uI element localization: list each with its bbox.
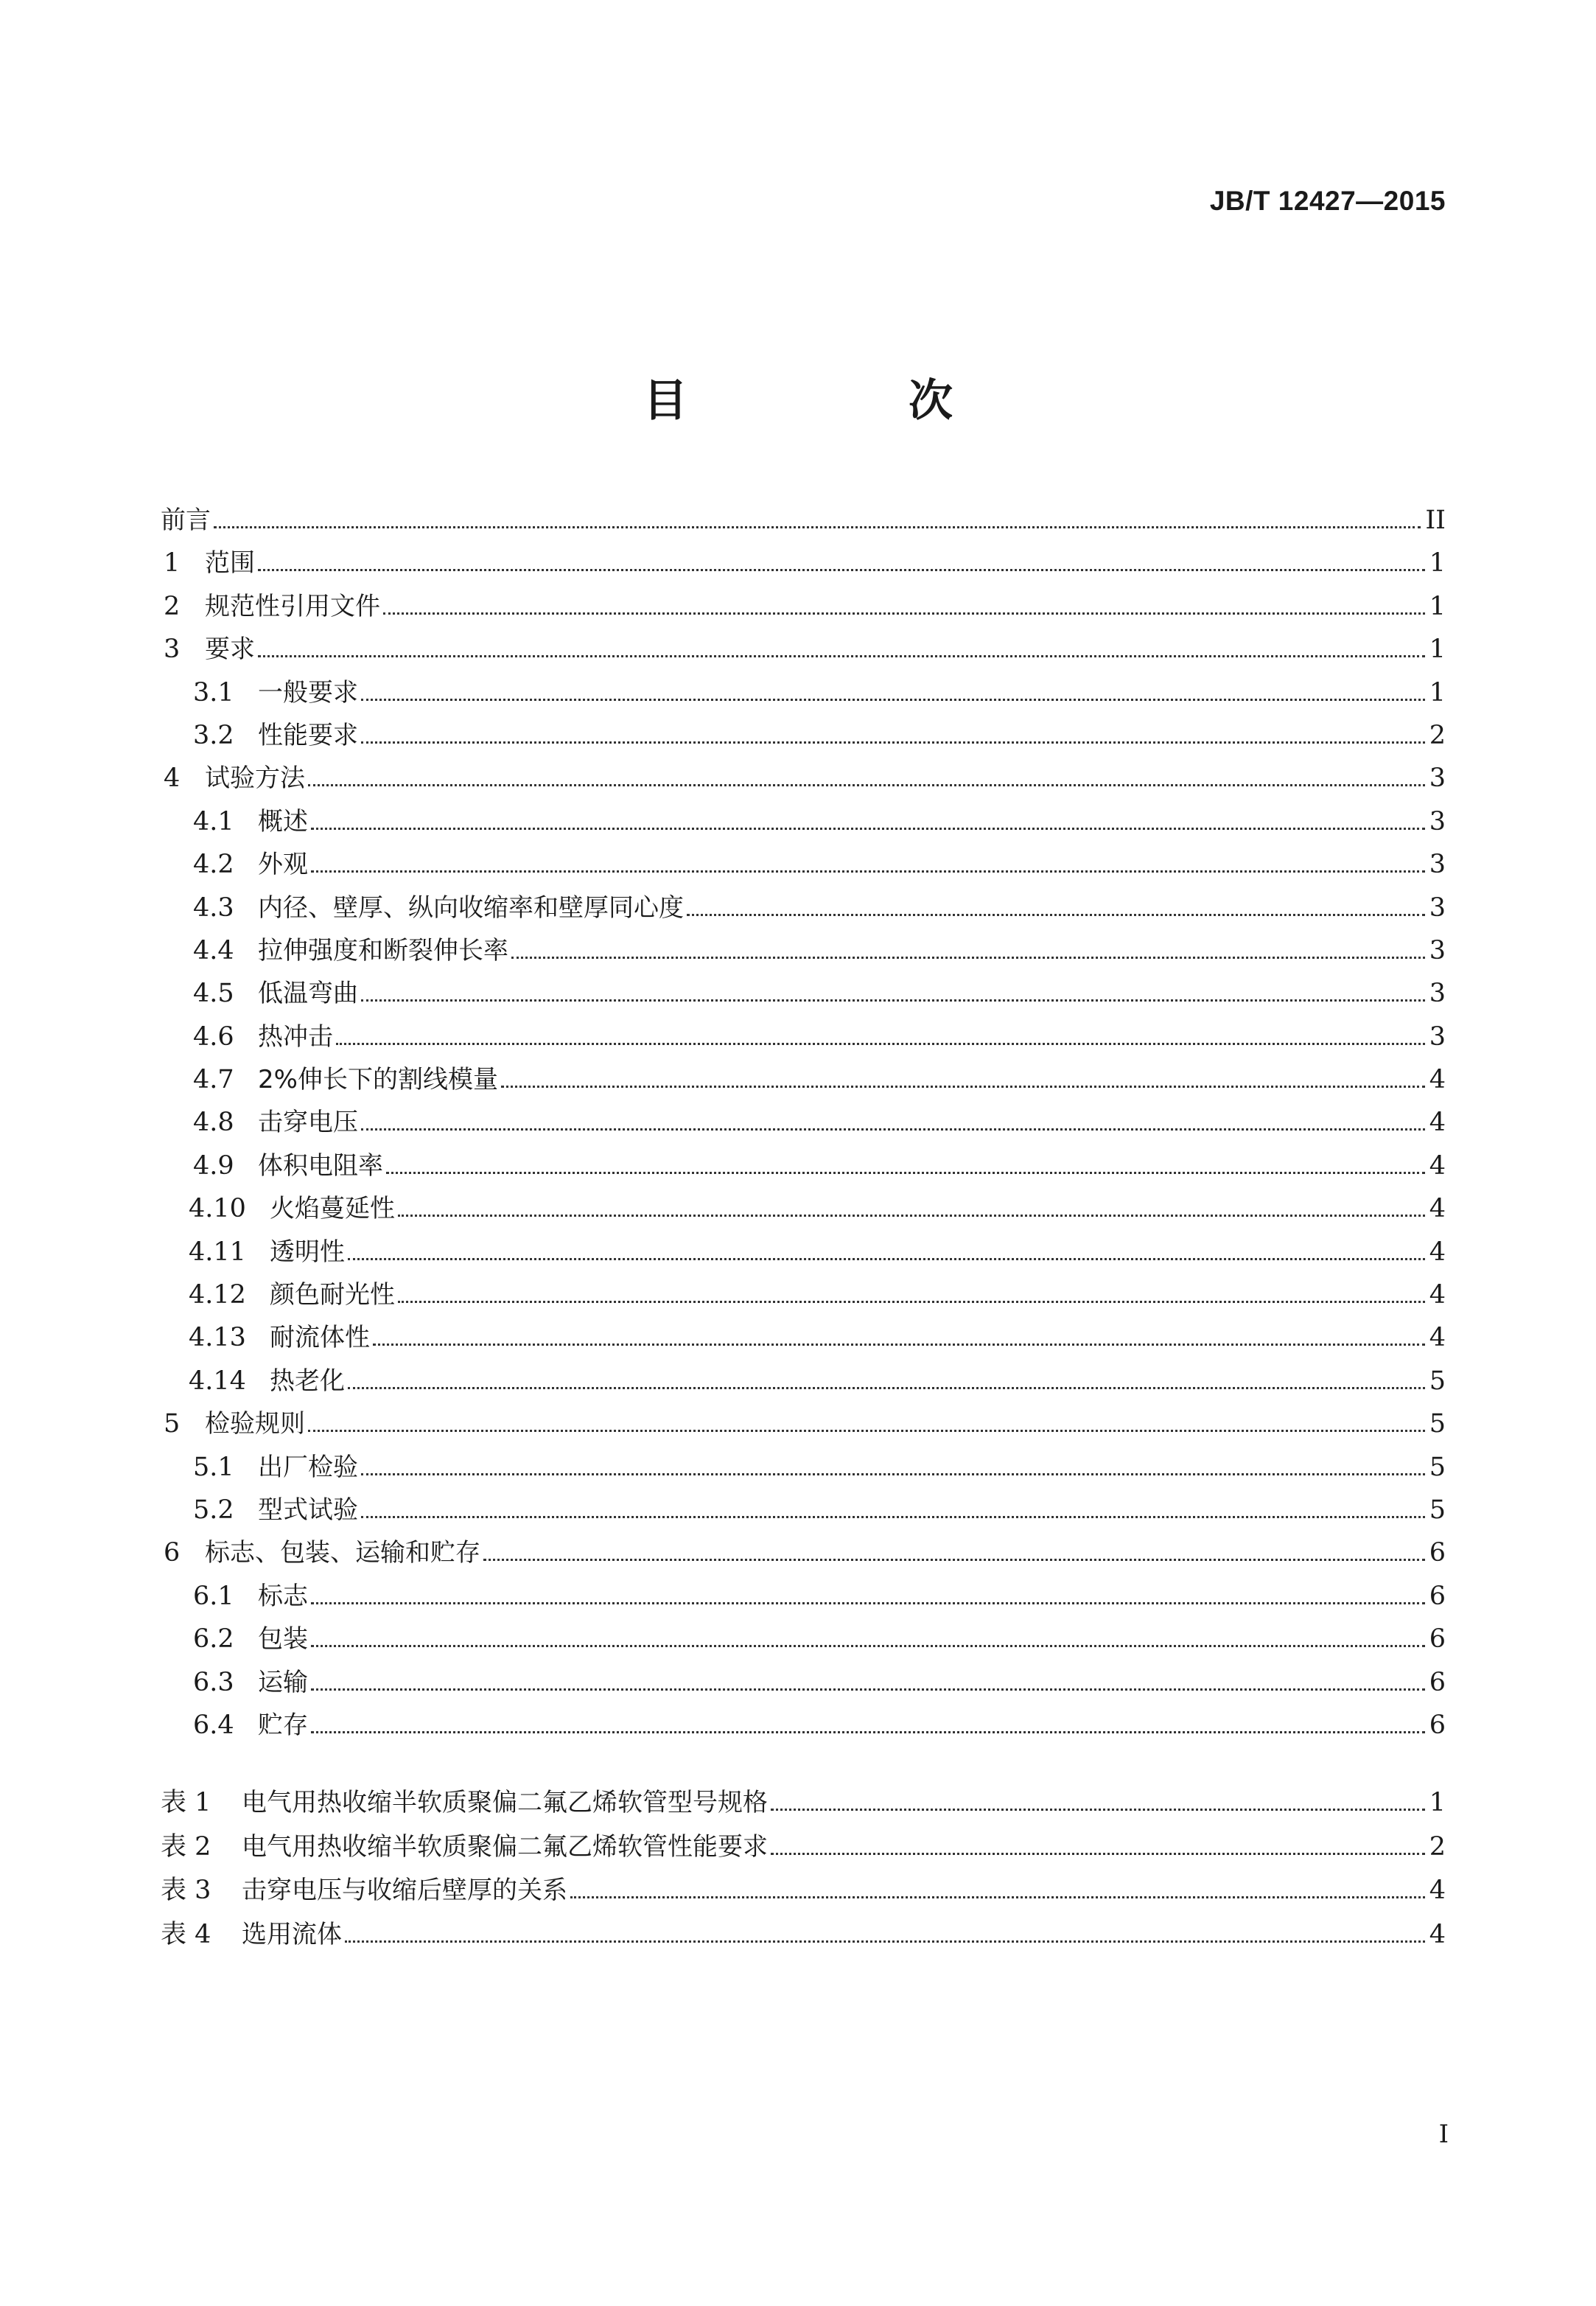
dot-leader [214,525,1421,528]
toc-entry-number: 4.14 [189,1366,246,1396]
toc-entry[interactable] [161,973,1446,1016]
dot-leader [361,1128,1425,1131]
toc-entry[interactable] [161,1914,1446,1958]
toc-entry-page: 3 [1429,764,1446,794]
toc-entry-number: 4 [164,764,181,794]
toc-entry[interactable] [161,1826,1446,1870]
toc-entry-number: 5.2 [193,1495,234,1525]
dot-leader [311,827,1425,830]
toc-entry-title: 电气用热收缩半软质聚偏二氟乙烯软管性能要求 [242,1831,768,1862]
toc-entry-title: 颜色耐光性 [270,1280,395,1310]
dot-leader [570,1896,1425,1898]
toc-entry[interactable] [161,1188,1446,1231]
toc-entry[interactable] [161,1662,1446,1705]
toc-entry-page: 1 [1429,677,1446,707]
toc-entry-page: 6 [1429,1538,1446,1568]
toc-entry-page: 6 [1429,1667,1446,1697]
toc-entry-page: 3 [1429,935,1446,965]
toc-entry-page: 2 [1429,1831,1446,1862]
toc-entry-number: 3.2 [193,720,234,750]
toc-entry-number: 6 [164,1538,181,1568]
toc-entry-number: 4.9 [193,1150,234,1181]
toc-entry[interactable] [161,672,1446,715]
dot-leader [348,1257,1425,1260]
toc-entry-number: 6.3 [193,1667,234,1697]
toc-entry[interactable] [161,715,1446,758]
dot-leader [258,654,1425,657]
dot-leader [361,1472,1425,1475]
toc-entry[interactable] [161,1576,1446,1618]
toc-entry-number: 4.5 [193,979,234,1009]
toc-entry-page: 4 [1429,1323,1446,1353]
toc-entry-title: 拉伸强度和断裂伸长率 [258,935,508,965]
toc-entry[interactable] [161,887,1446,930]
toc-entry-page: 5 [1429,1452,1446,1482]
toc-entry[interactable] [161,801,1446,844]
toc-entry-number: 4.4 [193,935,234,965]
toc-entry[interactable] [161,1102,1446,1145]
toc-entry-page: 6 [1429,1710,1446,1740]
toc-entry-title: 标志、包装、运输和贮存 [205,1538,480,1568]
toc-entry[interactable] [161,586,1446,629]
dot-leader [373,1343,1425,1346]
dot-leader [398,1214,1425,1217]
toc-entry-number: 4.10 [189,1194,246,1224]
dot-leader [345,1940,1425,1943]
toc-entry-number: 6.2 [193,1624,234,1655]
toc-entry-title: 击穿电压与收缩后壁厚的关系 [242,1876,567,1905]
toc-entry[interactable] [161,1447,1446,1489]
toc-entry[interactable] [161,1870,1446,1914]
toc-entry-title: 标志 [258,1581,308,1611]
dot-leader [361,741,1425,744]
toc-entry-title: 透明性 [270,1237,345,1267]
toc-entry[interactable] [161,1145,1446,1188]
toc-entry-number: 6.1 [193,1581,234,1611]
toc-entry-title: 包装 [258,1624,308,1655]
toc-entry-title: 火焰蔓延性 [270,1194,395,1224]
dot-leader [483,1558,1425,1561]
page-number: I [1438,2120,1449,2149]
toc-entry-title: 概述 [258,806,308,836]
toc-entry-title: 击穿电压 [258,1108,358,1138]
dot-leader [511,956,1425,959]
toc-entry[interactable] [161,1532,1446,1575]
dot-leader [258,568,1425,571]
toc-entry-page: 4 [1429,1919,1446,1949]
list-of-tables [161,1782,1446,1957]
toc-entry-title: 检验规则 [205,1409,305,1439]
toc-entry[interactable] [161,542,1446,585]
toc-entry[interactable] [161,500,1446,542]
toc-entry-number: 表 4 [161,1919,211,1949]
dot-leader [383,612,1425,615]
toc-entry[interactable] [161,1618,1446,1661]
toc-entry-number: 2 [164,591,181,621]
toc-entry-page: 1 [1429,1788,1446,1817]
toc-entry-number: 表 1 [161,1788,211,1817]
toc-entry-title: 热老化 [270,1366,345,1396]
toc-entry-page: 6 [1429,1624,1446,1655]
dot-leader [311,1688,1425,1691]
toc-entry-page: 4 [1429,1150,1446,1181]
toc-entry-number: 4.1 [193,806,234,836]
dot-leader [311,1730,1425,1733]
toc-entry-page: 5 [1429,1495,1446,1525]
toc-entry-number: 4.12 [189,1280,246,1310]
toc-entry-number: 5 [164,1409,181,1439]
toc-entry-title: 内径、壁厚、纵向收缩率和壁厚同心度 [258,892,684,923]
toc-entry[interactable] [161,1317,1446,1360]
toc-entry-page: 1 [1429,635,1446,665]
toc-entry[interactable] [161,1489,1446,1532]
toc-entry-number: 1 [164,548,181,579]
toc-entry-title: 电气用热收缩半软质聚偏二氟乙烯软管型号规格 [242,1788,768,1817]
toc-entry-page: 4 [1429,1237,1446,1267]
toc-entry[interactable] [161,1360,1446,1403]
dot-leader [361,999,1425,1002]
toc-entry[interactable] [161,1403,1446,1446]
toc-entry-page: 3 [1429,806,1446,836]
standard-code: JB/T 12427—2015 [1209,186,1446,216]
toc-entry-title: 规范性引用文件 [205,591,380,621]
dot-leader [308,1429,1425,1432]
toc-entry-number: 4.7 [193,1065,234,1095]
toc-entry-page: 4 [1429,1194,1446,1224]
toc-entry-number: 3.1 [193,677,234,707]
toc-entry-title: 型式试验 [258,1495,358,1525]
toc-entry[interactable] [161,1016,1446,1059]
toc-entry-title: 性能要求 [258,720,358,750]
toc-entry-page: 5 [1429,1366,1446,1396]
toc-entry-page: 3 [1429,892,1446,923]
toc-entry-number: 4.13 [189,1323,246,1353]
dot-leader [336,1042,1425,1045]
dot-leader [348,1386,1425,1389]
dot-leader [311,1601,1425,1604]
dot-leader [501,1085,1425,1088]
toc-entry-title: 贮存 [258,1710,308,1740]
toc-entry-number: 3 [164,635,181,665]
toc-entry-number: 6.4 [193,1710,234,1740]
toc-entry[interactable] [161,1705,1446,1747]
toc-entry[interactable] [161,930,1446,973]
toc-entry-page: 6 [1429,1581,1446,1611]
toc-entry-number: 5.1 [193,1452,234,1482]
dot-leader [771,1852,1425,1855]
toc-entry[interactable] [161,629,1446,671]
dot-leader [386,1171,1425,1174]
dot-leader [361,698,1425,701]
toc-entry-page: 1 [1429,591,1446,621]
toc-entry[interactable] [161,758,1446,800]
toc-title: 目 次 [643,375,1041,427]
toc-entry[interactable] [161,1231,1446,1274]
toc-entry-title: 要求 [205,635,255,665]
dot-leader [361,1515,1425,1518]
toc-entry-number: 4.11 [189,1237,246,1267]
toc-entry-number: 4.8 [193,1108,234,1138]
toc-entry-title: 试验方法 [205,764,305,794]
toc-entry-title: 前言 [161,506,211,535]
dot-leader [398,1300,1425,1303]
toc-entry-page: 2 [1429,720,1446,750]
dot-leader [771,1808,1425,1811]
toc-entry-page: 3 [1429,979,1446,1009]
toc-entry-title: 热冲击 [258,1021,333,1052]
toc-entry-page: 4 [1429,1876,1446,1905]
toc-entry-title: 低温弯曲 [258,979,358,1009]
toc-entry[interactable] [161,1059,1446,1102]
toc-entry-title: 运输 [258,1667,308,1697]
toc-entry-page: 5 [1429,1409,1446,1439]
toc-entry-number: 表 3 [161,1876,211,1905]
toc-entry-page: 4 [1429,1280,1446,1310]
toc-entry-number: 4.6 [193,1021,234,1052]
toc-entry-title: 外观 [258,850,308,880]
table-of-contents [161,500,1446,1747]
dot-leader [308,783,1425,786]
toc-entry-title: 出厂检验 [258,1452,358,1482]
toc-entry-title: 体积电阻率 [258,1150,383,1181]
toc-entry[interactable] [161,1782,1446,1826]
toc-entry-page: 3 [1429,1021,1446,1052]
toc-entry-number: 4.3 [193,892,234,923]
toc-entry-title: 一般要求 [258,677,358,707]
toc-entry-number: 4.2 [193,850,234,880]
toc-entry-page: 1 [1429,548,1446,579]
toc-entry-title: 耐流体性 [270,1323,370,1353]
toc-entry-page: 3 [1429,850,1446,880]
dot-leader [687,913,1425,916]
dot-leader [311,870,1425,873]
toc-entry-number: 表 2 [161,1831,211,1862]
toc-entry-title: 选用流体 [242,1919,342,1949]
toc-entry-title: 2%伸长下的割线模量 [258,1065,498,1095]
toc-entry-page: 4 [1429,1108,1446,1138]
toc-entry-page: 4 [1429,1065,1446,1095]
toc-entry-page: II [1425,506,1446,535]
dot-leader [311,1644,1425,1647]
toc-entry-title: 范围 [205,548,255,579]
toc-entry[interactable] [161,844,1446,887]
toc-entry[interactable] [161,1274,1446,1317]
